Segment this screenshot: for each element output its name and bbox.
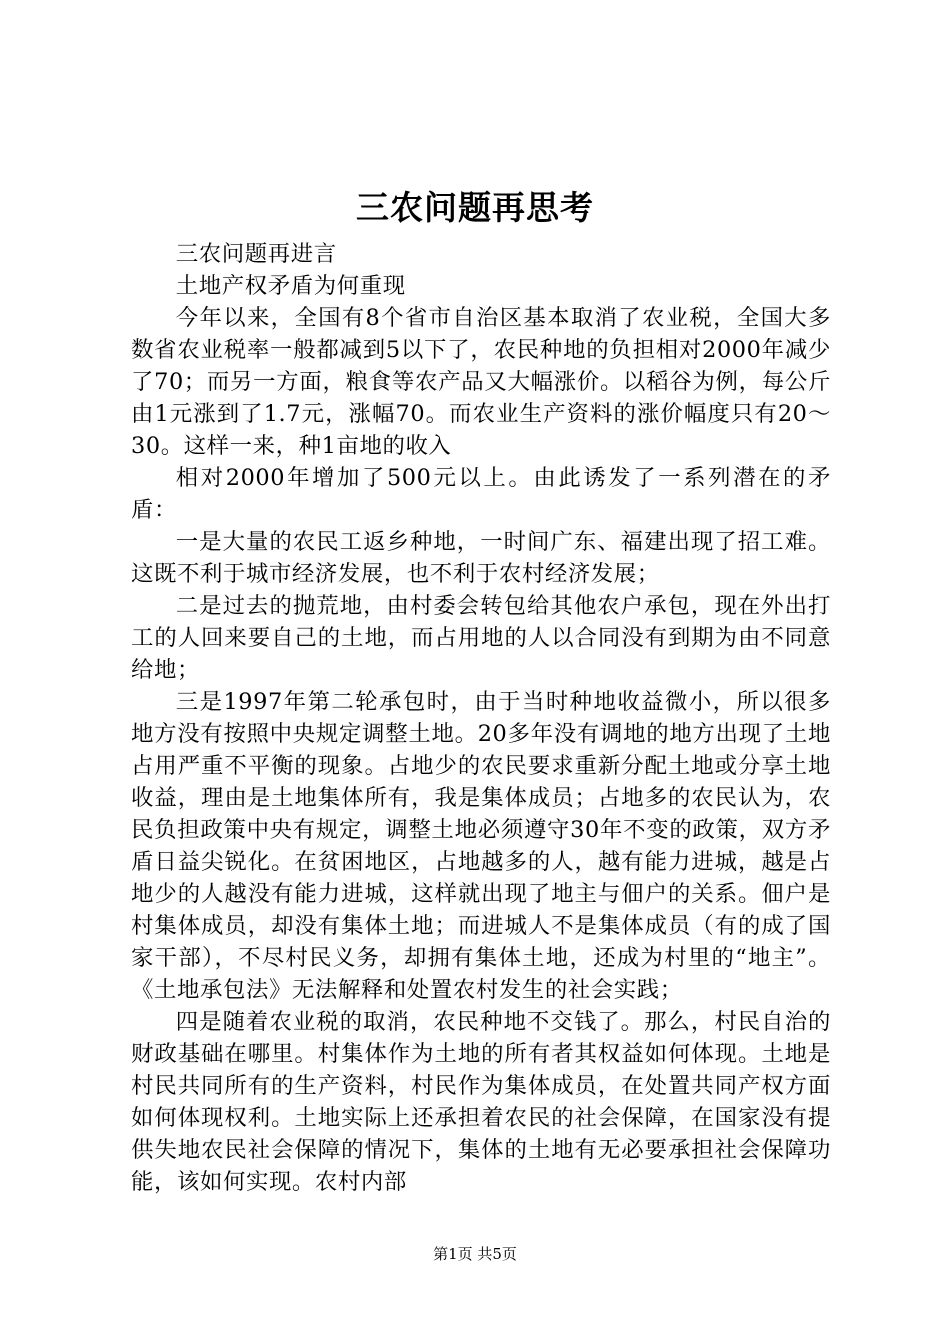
- document-title: 三农问题再思考: [356, 188, 594, 227]
- paragraph: 相对2000年增加了500元以上。由此诱发了一系列潜在的矛盾：: [131, 465, 831, 523]
- paragraph: 一是大量的农民工返乡种地，一时间广东、福建出现了招工难。这既不利于城市经济发展，也不利于农村经济发展；: [131, 529, 831, 587]
- paragraph: 三农问题再进言: [175, 241, 337, 267]
- paragraph: 今年以来，全国有8个省市自治区基本取消了农业税，全国大多数省农业税率一般都减到5以下了，农民种地的负担相对2000年减少了70；而另一方面，粮食等农产品又大幅涨价。以稻谷为例，每公斤由1元涨到了1.7元，涨幅70。而农业生产资料的涨价幅度只有20～30。这样一来，种1亩地的收入: [131, 305, 831, 459]
- paragraph: 土地产权矛盾为何重现: [175, 273, 406, 299]
- paragraph: 四是随着农业税的取消，农民种地不交钱了。那么，村民自治的财政基础在哪里。村集体作为土地的所有者其权益如何体现。土地是村民共同所有的生产资料，村民作为集体成员，在处置共同产权方面如何体现权利。土地实际上还承担着农民的社会保障，在国家没有提供失地农民社会保障的情况下，集体的土地有无必要承担社会保障功能，该如何实现。农村内部: [131, 1009, 831, 1195]
- paragraph: 二是过去的抛荒地，由村委会转包给其他农户承包，现在外出打工的人回来要自己的土地，而占用地的人以合同没有到期为由不同意给地；: [131, 593, 831, 683]
- page-number-footer: 第1页 共5页: [433, 1245, 517, 1263]
- paragraph: 三是1997年第二轮承包时，由于当时种地收益微小，所以很多地方没有按照中央规定调整土地。20多年没有调地的地方出现了土地占用严重不平衡的现象。占地少的农民要求重新分配土地或分享土地收益，理由是土地集体所有，我是集体成员；占地多的农民认为，农民负担政策中央有规定，调整土地必须遵守30年不变的政策，双方矛盾日益尖锐化。在贫困地区，占地越多的人，越有能力进城，越是占地少的人越没有能力进城，这样就出现了地主与佃户的关系。佃户是村集体成员，却没有集体土地；而进城人不是集体成员（有的成了国家干部），不尽村民义务，却拥有集体土地，还成为村里的“地主”。《土地承包法》无法解释和处置农村发生的社会实践；: [131, 689, 831, 1003]
- document-body: [131, 238, 831, 1198]
